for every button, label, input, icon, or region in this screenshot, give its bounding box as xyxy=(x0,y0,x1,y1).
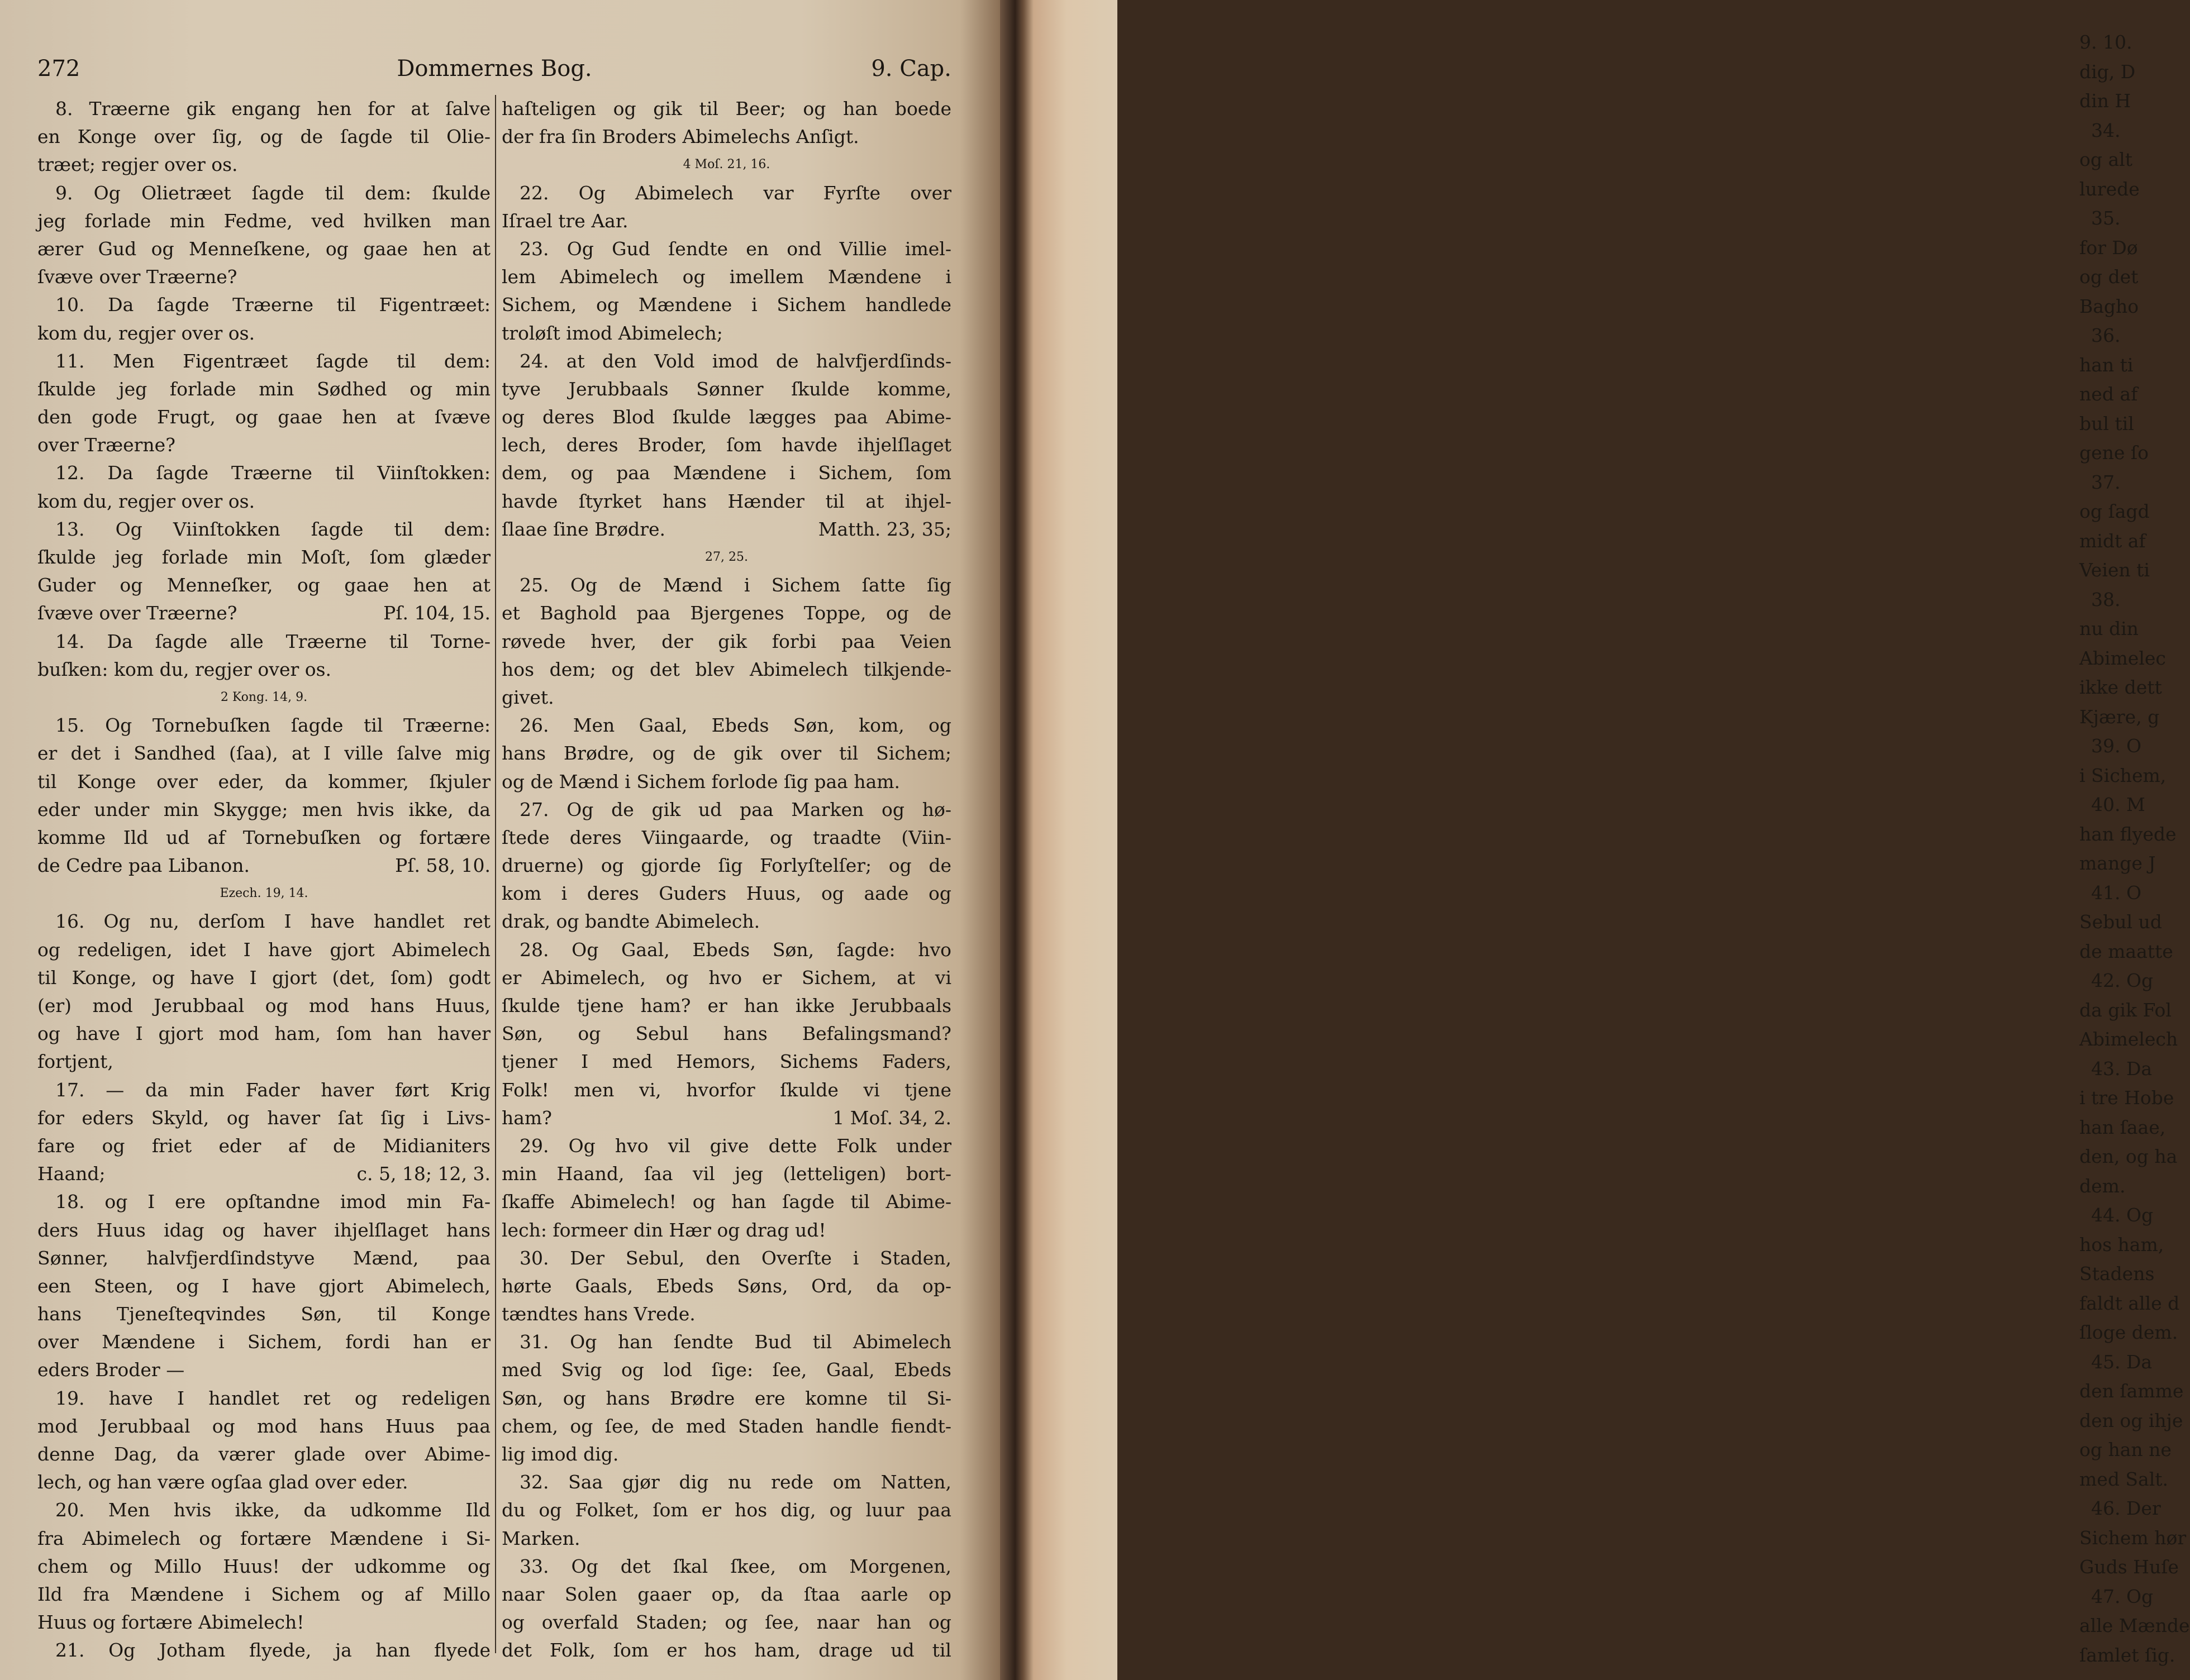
left-text-column xyxy=(37,95,491,1665)
text-line: 10. Da ſagde Træerne til Figentræet: xyxy=(55,294,491,316)
text-line: en Konge over ſig, og de ſagde til Olie- xyxy=(37,126,491,148)
text-line: eders Broder — xyxy=(37,1359,185,1381)
text-line: den gode Frugt, og gaae hen at ſvæve xyxy=(37,406,491,428)
text-line: ſvæve over Træerne? xyxy=(37,266,237,288)
scripture-reference: 2 Kong. 14, 9. xyxy=(220,690,308,704)
text-line: ders Huus idag og haver ihjelſlaget hans xyxy=(37,1219,491,1241)
text-line: naar Solen gaaer op, da ſtaa aarle op xyxy=(502,1583,951,1605)
text-line: 21. Og Jotham flyede, ja han flyede xyxy=(55,1639,491,1662)
text-line: og overfald Staden; og ſee, naar han og xyxy=(502,1611,951,1634)
text-line: 14. Da ſagde alle Træerne til Torne- xyxy=(55,630,491,652)
text-line: til Konge, og have I gjort (det, ſom) godt xyxy=(37,966,491,989)
text-line: et Baghold paa Bjergenes Toppe, og de xyxy=(502,602,951,624)
fragment-line: dem. xyxy=(2079,1175,2126,1197)
text-line xyxy=(37,1160,491,1188)
text-line: med Svig og lod ſige: ſee, Gaal, Ebeds xyxy=(502,1359,951,1381)
fragment-line: 37. xyxy=(2079,471,2121,493)
book-gutter-shadow xyxy=(1000,0,1034,1680)
text-line: dem, og paa Mændene i Sichem, ſom xyxy=(502,462,951,484)
scripture-reference: 1 Moſ. 34, 2. xyxy=(832,1106,951,1129)
fragment-line: 9. 10. xyxy=(2079,31,2132,53)
text-line: 28. Og Gaal, Ebeds Søn, ſagde: hvo xyxy=(520,938,951,961)
text-line: 32. Saa gjør dig nu rede om Natten, xyxy=(520,1471,951,1493)
text-line: 24. at den Vold imod de halvfjerdſinds- xyxy=(520,350,951,372)
text-line: Ild fra Mændene i Sichem og af Millo xyxy=(37,1583,491,1605)
fragment-line: 44. Og xyxy=(2079,1204,2154,1226)
text-line: lig imod dig. xyxy=(502,1443,619,1465)
fragment-line: 43. Da xyxy=(2079,1057,2153,1080)
scripture-reference: 4 Moſ. 21, 16. xyxy=(683,157,770,172)
running-title: Dommernes Bog. xyxy=(397,56,592,82)
text-line: 18. og I ere opſtandne imod min Fa- xyxy=(55,1191,491,1213)
fragment-line: nu din xyxy=(2079,618,2139,639)
fragment-line: den ſamme xyxy=(2079,1380,2184,1402)
fragment-line: 46. Der xyxy=(2079,1497,2161,1519)
fragment-line: for Dø xyxy=(2079,236,2138,259)
text-line: lech, deres Broder, ſom havde ihjelſlaget xyxy=(502,434,951,456)
fragment-line: Bagho xyxy=(2079,295,2139,317)
text-line xyxy=(37,852,491,880)
fragment-line: med Salt. xyxy=(2079,1468,2169,1490)
fragment-line: din H xyxy=(2079,90,2131,112)
fragment-line: Kjære, g xyxy=(2079,705,2160,728)
text-line: der fra ſin Broders Abimelechs Anſigt. xyxy=(502,126,859,148)
adjacent-page-edge xyxy=(1034,0,2190,1680)
fragment-line: Sebul ud xyxy=(2079,911,2162,933)
text-line: 19. have I handlet ret og redeligen xyxy=(55,1387,491,1409)
fragment-line: 38. xyxy=(2079,588,2121,610)
text-line: hørte Gaals, Ebeds Søns, Ord, da op- xyxy=(502,1275,951,1297)
text-line-content: de Cedre paa Libanon. xyxy=(37,855,250,877)
text-line: og de Mænd i Sichem forlode ſig paa ham. xyxy=(502,770,901,793)
text-line xyxy=(502,1104,951,1132)
text-line: Søn, og hans Brødre ere komne til Si- xyxy=(502,1387,951,1409)
text-line: haſteligen og gik til Beer; og han boede xyxy=(502,98,951,120)
text-line: 20. Men hvis ikke, da udkomme Ild xyxy=(55,1499,491,1521)
text-line: hans Brødre, og de gik over til Sichem; xyxy=(502,742,951,765)
fragment-line: 42. Og xyxy=(2079,970,2154,991)
text-line: 27. Og de gik ud paa Marken og hø- xyxy=(520,798,951,820)
text-line: det Folk, ſom er hos ham, drage ud til xyxy=(502,1639,951,1662)
text-line: 9. Og Olietræet ſagde til dem: ſkulde xyxy=(55,182,491,204)
fragment-line: hos ham, xyxy=(2079,1233,2164,1256)
fragment-line: den, og ha xyxy=(2079,1146,2178,1167)
text-line: 17. — da min Fader haver ført Krig xyxy=(55,1078,491,1101)
fragment-line: i tre Hobe xyxy=(2079,1087,2174,1109)
text-line: 16. Og nu, derſom I have handlet ret xyxy=(55,910,491,933)
text-line: chem, og ſee, de med Staden handle fiendt- xyxy=(502,1415,951,1437)
text-line: for eders Skyld, og haver ſat ſig i Livs- xyxy=(37,1106,491,1129)
text-line: Iſrael tre Aar. xyxy=(502,209,629,232)
fragment-line: ſamlet ſig. xyxy=(2079,1644,2175,1666)
fragment-line: midt af xyxy=(2079,529,2146,552)
text-line: Sichem, og Mændene i Sichem handlede xyxy=(502,294,951,316)
fragment-line: Guds Huſe xyxy=(2079,1556,2179,1578)
text-line: givet. xyxy=(502,686,554,708)
running-header xyxy=(37,56,951,89)
text-line: buſken: kom du, regjer over os. xyxy=(37,658,332,680)
text-line: Sønner, halvfjerdſindstyve Mænd, paa xyxy=(37,1247,491,1269)
text-line: hos dem; og det blev Abimelech tilkjende- xyxy=(502,658,951,680)
book-page xyxy=(0,0,1000,1680)
scripture-reference: Pſ. 104, 15. xyxy=(383,602,491,624)
fragment-line: da gik Fol xyxy=(2079,999,2172,1021)
text-line: 30. Der Sebul, den Overſte i Staden, xyxy=(520,1247,951,1269)
fragment-line: Abimelec xyxy=(2079,647,2166,669)
fragment-line: de maatte xyxy=(2079,940,2173,962)
scripture-reference: Matth. 23, 35; xyxy=(818,518,951,540)
fragment-line: han ſaae, xyxy=(2079,1116,2166,1138)
text-line: 12. Da ſagde Træerne til Viinſtokken: xyxy=(55,462,491,484)
text-line: og have I gjort mod ham, ſom han haver xyxy=(37,1023,491,1045)
text-line: og redeligen, idet I have gjort Abimelech xyxy=(37,938,491,961)
fragment-line: den og ihje xyxy=(2079,1409,2183,1431)
fragment-line: Stadens xyxy=(2079,1263,2155,1285)
fragment-line: 45. Da xyxy=(2079,1350,2153,1373)
text-line: tjener I med Hemors, Sichems Faders, xyxy=(502,1051,951,1073)
fragment-line: 40. M xyxy=(2079,794,2145,815)
scripture-reference: Pſ. 58, 10. xyxy=(395,855,491,877)
text-line: lech, og han være ogſaa glad over eder. xyxy=(37,1471,408,1493)
text-line: hans Tjeneſteqvindes Søn, til Konge xyxy=(37,1303,491,1325)
fragment-line: mange J xyxy=(2079,852,2156,874)
fragment-line: han flyede xyxy=(2079,823,2177,845)
text-line: 25. Og de Mænd i Sichem ſatte ſig xyxy=(520,574,951,596)
text-line: Folk! men vi, hvorfor ſkulde vi tjene xyxy=(502,1078,951,1101)
text-line-content: ham? xyxy=(502,1106,552,1129)
text-line: er Abimelech, og hvo er Sichem, at vi xyxy=(502,966,951,989)
text-line: jeg forlade min Fedme, ved hvilken man xyxy=(37,209,491,232)
text-line: 13. Og Viinſtokken ſagde til dem: xyxy=(55,518,491,540)
text-line: og deres Blod ſkulde lægges paa Abime- xyxy=(502,406,951,428)
text-line: ſkulde jeg forlade min Sødhed og min xyxy=(37,378,491,400)
adjacent-page-text xyxy=(2079,28,2190,1670)
fragment-line: 35. xyxy=(2079,207,2121,229)
fragment-line: og alt xyxy=(2079,149,2132,170)
text-line: ſkulde tjene ham? er han ikke Jerubbaals xyxy=(502,995,951,1016)
text-line: til Konge over eder, da kommer, ſkjuler xyxy=(37,770,491,793)
text-line: 8. Træerne gik engang hen for at ſalve xyxy=(55,98,491,120)
text-line: over Mændene i Sichem, fordi han er xyxy=(37,1331,491,1353)
text-line: ſtede deres Viingaarde, og traadte (Viin- xyxy=(502,826,951,848)
fragment-line: Veien ti xyxy=(2079,559,2150,581)
text-line: kom du, regjer over os. xyxy=(37,322,255,344)
fragment-line: ned af xyxy=(2079,383,2138,405)
text-line: lem Abimelech og imellem Mændene i xyxy=(502,266,951,288)
text-line: komme Ild ud af Tornebuſken og fortære xyxy=(37,826,491,848)
fragment-line: dig, D xyxy=(2079,60,2136,83)
fragment-line: 34. xyxy=(2079,119,2121,141)
text-line: over Træerne? xyxy=(37,434,175,456)
text-line: lech: formeer din Hær og drag ud! xyxy=(502,1219,826,1241)
fragment-line: ikke dett xyxy=(2079,676,2162,698)
scripture-reference: 27, 25. xyxy=(705,550,748,564)
fragment-line: 41. O xyxy=(2079,881,2142,904)
text-line: 29. Og hvo vil give dette Folk under xyxy=(520,1134,951,1157)
text-line xyxy=(502,516,951,543)
fragment-line: og det xyxy=(2079,266,2139,288)
text-line: Søn, og Sebul hans Befalingsmand? xyxy=(502,1023,951,1045)
fragment-line: ſloge dem. xyxy=(2079,1321,2178,1343)
fragment-line: 39. O xyxy=(2079,735,2142,757)
text-line: mod Jerubbaal og mod hans Huus paa xyxy=(37,1415,491,1437)
text-line: 23. Og Gud ſendte en ond Villie imel- xyxy=(520,237,951,260)
text-line: fortjent, xyxy=(37,1051,113,1073)
text-line: drak, og bandte Abimelech. xyxy=(502,910,760,933)
text-line: ſkaffe Abimelech! og han ſagde til Abime- xyxy=(502,1191,951,1213)
text-line: min Haand, ſaa vil jeg (letteligen) bort- xyxy=(502,1163,951,1185)
text-line: een Steen, og I have gjort Abimelech, xyxy=(37,1275,491,1297)
text-line: 31. Og han ſendte Bud til Abimelech xyxy=(520,1331,951,1353)
text-line: havde ſtyrket hans Hænder til at ihjel- xyxy=(502,490,951,512)
fragment-line: 47. Og xyxy=(2079,1585,2154,1607)
text-line: tændtes hans Vrede. xyxy=(502,1303,696,1325)
text-line: troløſt imod Abimelech; xyxy=(502,322,723,344)
text-line: 33. Og det ſkal ſkee, om Morgenen, xyxy=(520,1555,951,1577)
text-line: røvede hver, der gik forbi paa Veien xyxy=(502,630,951,652)
text-line-content: Haand; xyxy=(37,1163,106,1185)
fragment-line: bul til xyxy=(2079,412,2134,435)
column-divider xyxy=(495,95,496,1653)
text-line xyxy=(37,599,491,627)
text-line: (er) mod Jerubbaal og mod hans Huus, xyxy=(37,995,491,1016)
scripture-reference: Ezech. 19, 14. xyxy=(220,886,308,901)
text-line: fra Abimelech og fortære Mændene i Si- xyxy=(37,1527,491,1549)
scripture-reference: c. 5, 18; 12, 3. xyxy=(356,1163,491,1185)
text-line: du og Folket, ſom er hos dig, og luur paa xyxy=(502,1499,951,1521)
text-line: kom i deres Guders Huus, og aade og xyxy=(502,882,951,905)
text-line: eder under min Skygge; men hvis ikke, da xyxy=(37,798,491,820)
text-line: denne Dag, da værer glade over Abime- xyxy=(37,1443,491,1465)
right-text-column xyxy=(502,95,951,1665)
fragment-line: faldt alle d xyxy=(2079,1292,2180,1314)
text-line: er det i Sandhed (ſaa), at I ville ſalve mig xyxy=(37,742,491,765)
text-line: chem og Millo Huus! der udkomme og xyxy=(37,1555,491,1577)
text-line: ſkulde jeg forlade min Moſt, ſom glæder xyxy=(37,546,491,568)
text-line: Marken. xyxy=(502,1527,580,1549)
text-line: druerne) og gjorde ſig Forlyſtelſer; og de xyxy=(502,855,951,877)
fragment-line: og ſagd xyxy=(2079,500,2150,522)
chapter-label: 9. Cap. xyxy=(871,56,951,82)
fragment-line: i Sichem, xyxy=(2079,764,2167,786)
text-line: træet; regjer over os. xyxy=(37,154,238,176)
text-line: fare og friet eder af de Midianiters xyxy=(37,1134,491,1157)
text-line: 11. Men Figentræet ſagde til dem: xyxy=(55,350,491,372)
text-line: ærer Gud og Menneſkene, og gaae hen at xyxy=(37,237,491,260)
fragment-line: og han ne xyxy=(2079,1439,2172,1461)
text-line: Guder og Menneſker, og gaae hen at xyxy=(37,574,491,596)
text-line: tyve Jerubbaals Sønner ſkulde komme, xyxy=(502,378,951,400)
fragment-line: 36. xyxy=(2079,324,2121,346)
fragment-line: gene ſo xyxy=(2079,442,2149,464)
fragment-line: han ti xyxy=(2079,354,2134,376)
fragment-line: Sichem hør xyxy=(2079,1526,2187,1549)
text-line: Huus og fortære Abimelech! xyxy=(37,1611,304,1634)
text-line: 26. Men Gaal, Ebeds Søn, kom, og xyxy=(520,714,951,737)
page-number: 272 xyxy=(37,56,80,82)
text-line: 22. Og Abimelech var Fyrſte over xyxy=(520,182,951,204)
text-line: 15. Og Tornebuſken ſagde til Træerne: xyxy=(55,714,491,737)
text-line-content: ſvæve over Træerne? xyxy=(37,602,237,624)
fragment-line: Abimelech xyxy=(2079,1028,2178,1050)
text-line-content: ſlaae ſine Brødre. xyxy=(502,518,665,540)
fragment-line: lurede xyxy=(2079,178,2140,200)
fragment-line: alle Mænde xyxy=(2079,1615,2190,1636)
text-line: kom du, regjer over os. xyxy=(37,490,255,512)
